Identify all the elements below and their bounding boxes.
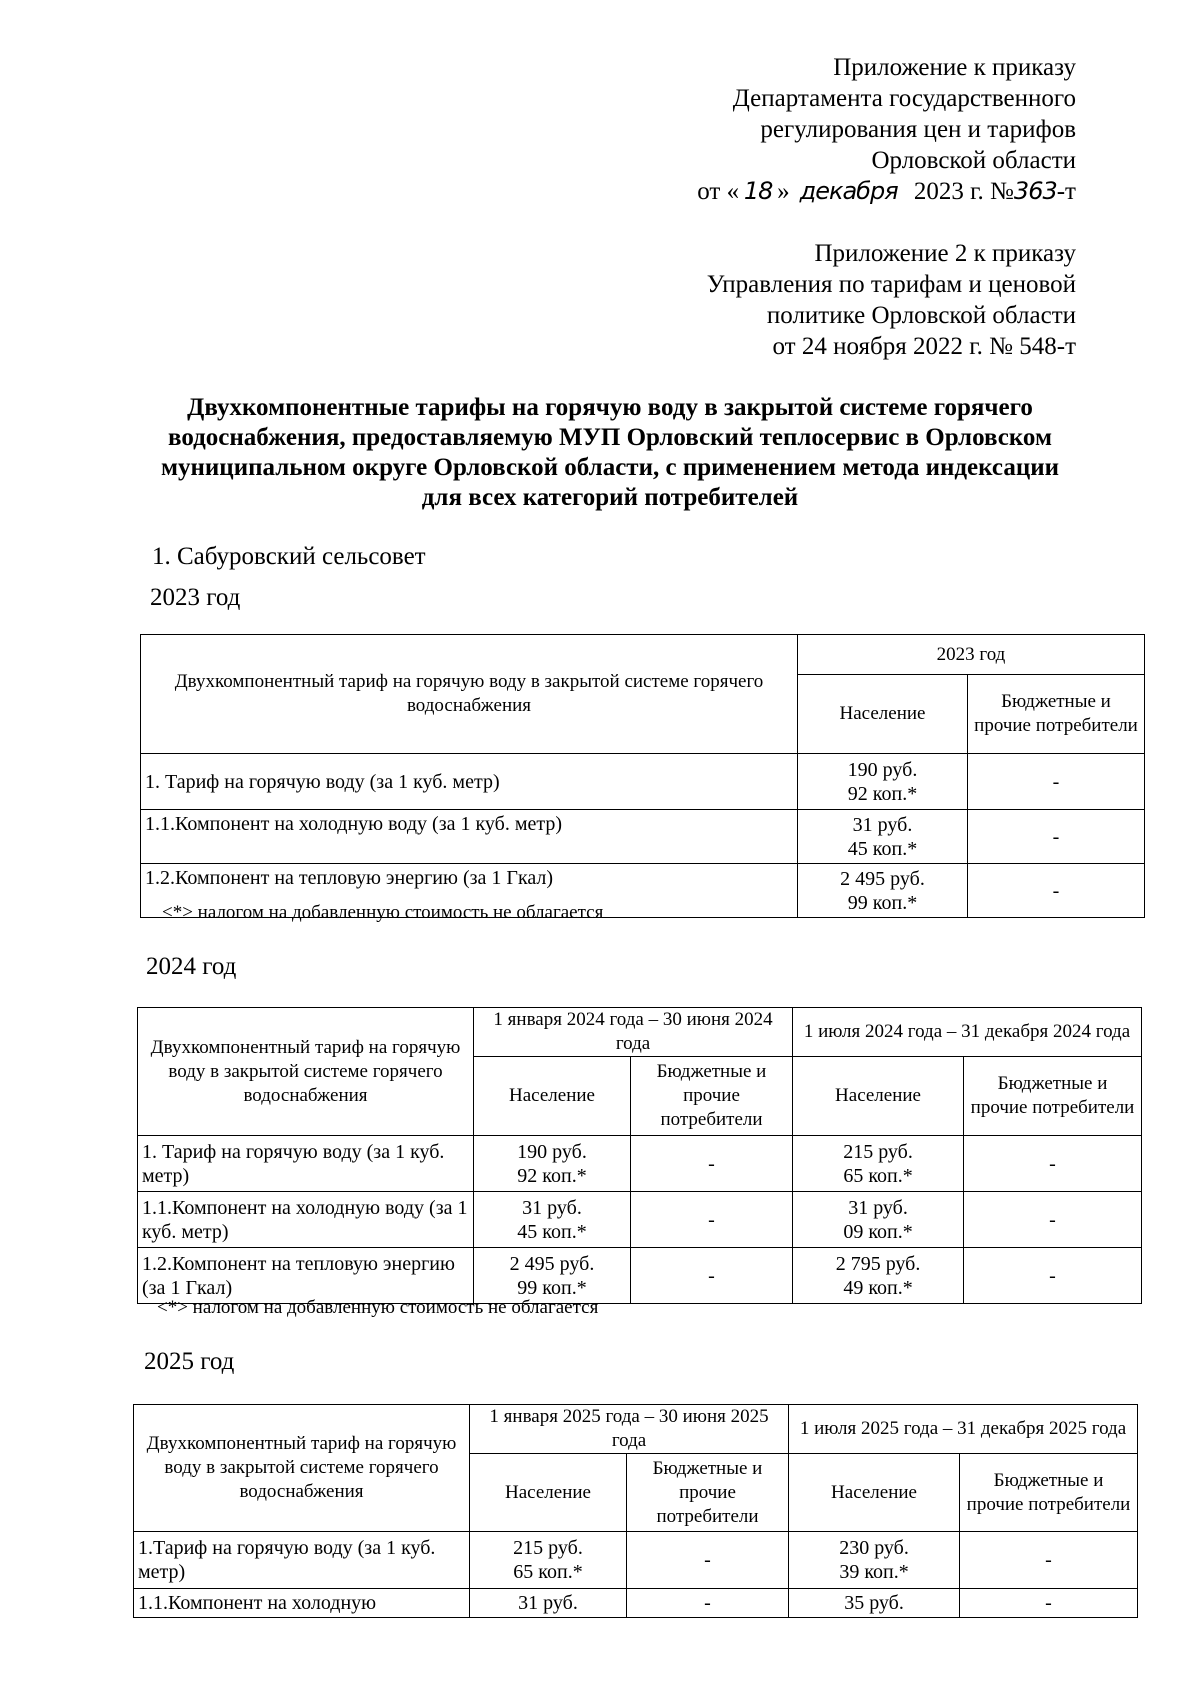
population-value-p1 [470,1532,627,1589]
value-rub: 230 руб. [839,1537,909,1559]
value-kop: 39 коп.* [839,1561,909,1583]
section-title: 1. Сабуровский сельсовет [152,543,426,570]
header-population: Население [470,1454,627,1532]
population-value-p1 [470,1589,627,1618]
header-period-2023: 2023 год [798,635,1145,675]
population-value-p2 [789,1532,960,1589]
header-period-2: 1 июля 2025 года – 31 декабря 2025 года [789,1405,1138,1454]
value-rub: 2 795 руб. [835,1252,921,1275]
row-label: 1.Тариф на горячую воду (за 1 куб. метр) [134,1532,470,1589]
budget-value: - [968,864,1145,918]
header-budget: Бюджетные и прочие потребители [627,1454,789,1532]
value-rub: 2 495 руб. [509,1252,595,1275]
budget-value-p1: - [627,1589,789,1618]
value-rub: 31 руб. [518,1592,578,1614]
table-row [138,1248,1142,1304]
appendix2-line2: Управления по тарифам и ценовой [706,271,1076,298]
appendix1-line2: Департамента государственного [732,85,1076,112]
header-budget: Бюджетные и прочие потребители [964,1057,1142,1136]
budget-value-p2: - [964,1248,1142,1304]
header-population: Население [789,1454,960,1532]
appendix1-line3: регулирования цен и тарифов [760,116,1076,143]
table-row [141,810,1145,864]
value-kop: 49 коп.* [843,1276,913,1299]
value-rub: 190 руб. [517,1140,587,1163]
row-label: 1.2.Компонент на тепловую энергию (за 1 Гкал) [141,864,798,918]
value-kop: 92 коп.* [847,782,918,805]
value-kop: 92 коп.* [517,1164,587,1187]
title-line4: для всех категорий потребителей [421,484,799,511]
appendix2-line4: от 24 ноября 2022 г. № 548-т [772,333,1076,360]
row-label: 1.1.Компонент на холодную [134,1589,470,1618]
row-label: 1.1.Компонент на холодную воду (за 1 куб. метр) [138,1192,474,1248]
year-heading-2025: 2025 год [144,1348,235,1375]
budget-value-p1: - [631,1248,793,1304]
population-value [798,810,968,864]
date-suffix: -т [1056,178,1076,205]
value-rub: 215 руб. [843,1140,913,1163]
appendix2-line3: политике Орловской области [766,302,1076,329]
appendix1-line4: Орловской области [871,147,1076,174]
date-year: 2023 г. № [907,178,1014,205]
budget-value-p1: - [631,1192,793,1248]
value-rub: 190 руб. [847,758,918,781]
header-period-2: 1 июля 2024 года – 31 декабря 2024 года [793,1008,1142,1057]
appendix2-line1: Приложение 2 к приказу [814,240,1076,267]
handwritten-month: декабря [799,177,898,205]
population-value-p2 [793,1248,964,1304]
appendix1-line1: Приложение к приказу [833,54,1076,81]
population-value-p2 [793,1136,964,1192]
date-prefix: от « [697,178,740,205]
row-label: 1. Тариф на горячую воду (за 1 куб. метр) [141,754,798,810]
vat-footnote: <*> налогом на добавленную стоимость не облагается [162,902,604,923]
value-kop: 99 коп.* [517,1276,587,1299]
handwritten-number: 363 [1013,177,1057,205]
budget-value-p2: - [964,1192,1142,1248]
tariff-table-2025 [133,1404,1138,1618]
value-kop: 45 коп.* [517,1220,587,1243]
budget-value: - [968,810,1145,864]
table-row [134,1532,1138,1589]
row-label: 1.2.Компонент на тепловую энергию (за 1 Гкал) [138,1248,474,1304]
year-heading-2023: 2023 год [150,584,241,611]
population-value-p2 [789,1589,960,1618]
header-population: Население [798,675,968,754]
value-rub: 31 руб. [852,813,913,836]
vat-footnote: <*> налогом на добавленную стоимость не облагается [157,1297,599,1318]
population-value-p2 [793,1192,964,1248]
value-kop: 99 коп.* [847,891,918,914]
header-period-1: 1 января 2024 года – 30 июня 2024 года [474,1008,793,1057]
value-kop: 09 коп.* [843,1220,913,1243]
header-population: Население [793,1057,964,1136]
header-period-1: 1 января 2025 года – 30 июня 2025 года [470,1405,789,1454]
budget-value-p2: - [960,1532,1138,1589]
appendix-header-2 [707,238,1076,362]
budget-value-p1: - [631,1136,793,1192]
title-line3: муниципальном округе Орловской области, с применением метода индексации [160,454,1060,481]
appendix1-date-line [697,176,1076,207]
value-kop: 45 коп.* [847,837,918,860]
header-tariff-cell: Двухкомпонентный тариф на горячую воду в закрытой системе горячего водоснабжения [138,1008,474,1136]
population-value [798,754,968,810]
value-rub: 31 руб. [848,1196,908,1219]
population-value-p1 [474,1136,631,1192]
population-value-p1 [474,1248,631,1304]
value-rub: 215 руб. [513,1537,583,1559]
appendix-header-1 [697,52,1076,207]
title-line2: водоснабжения, предоставляемую МУП Орловский теплосервис в Орловском [168,424,1052,451]
handwritten-day: 18 [743,177,773,205]
budget-value: - [968,754,1145,810]
budget-value-p1: - [627,1532,789,1589]
budget-value-p2: - [960,1589,1138,1618]
title-line1: Двухкомпонентные тарифы на горячую воду в закрытой системе горячего [187,394,1033,421]
tariff-table-2024 [137,1007,1142,1304]
value-rub: 2 495 руб. [840,867,925,890]
header-budget: Бюджетные и прочие потребители [968,675,1145,754]
budget-value-p2: - [964,1136,1142,1192]
header-budget: Бюджетные и прочие потребители [960,1454,1138,1532]
header-population: Население [474,1057,631,1136]
value-kop: 65 коп.* [513,1561,583,1583]
table-row [141,754,1145,810]
population-value-p1 [474,1192,631,1248]
table-row [138,1192,1142,1248]
document-title [130,393,1090,513]
value-rub: 35 руб. [844,1592,904,1614]
population-value [798,864,968,918]
header-budget: Бюджетные и прочие потребители [631,1057,793,1136]
date-mid: » [777,178,790,205]
table-row [138,1136,1142,1192]
table-row [134,1589,1138,1618]
value-rub: 31 руб. [522,1196,582,1219]
tariff-table-2023 [140,634,1145,918]
row-label: 1. Тариф на горячую воду (за 1 куб. метр) [138,1136,474,1192]
value-kop: 65 коп.* [843,1164,913,1187]
year-heading-2024: 2024 год [146,953,237,980]
row-label: 1.1.Компонент на холодную воду (за 1 куб. метр) [141,810,798,864]
header-tariff-cell: Двухкомпонентный тариф на горячую воду в закрытой системе горячего водоснабжения [134,1405,470,1532]
header-tariff-cell: Двухкомпонентный тариф на горячую воду в закрытой системе горячего водоснабжения [141,635,798,754]
